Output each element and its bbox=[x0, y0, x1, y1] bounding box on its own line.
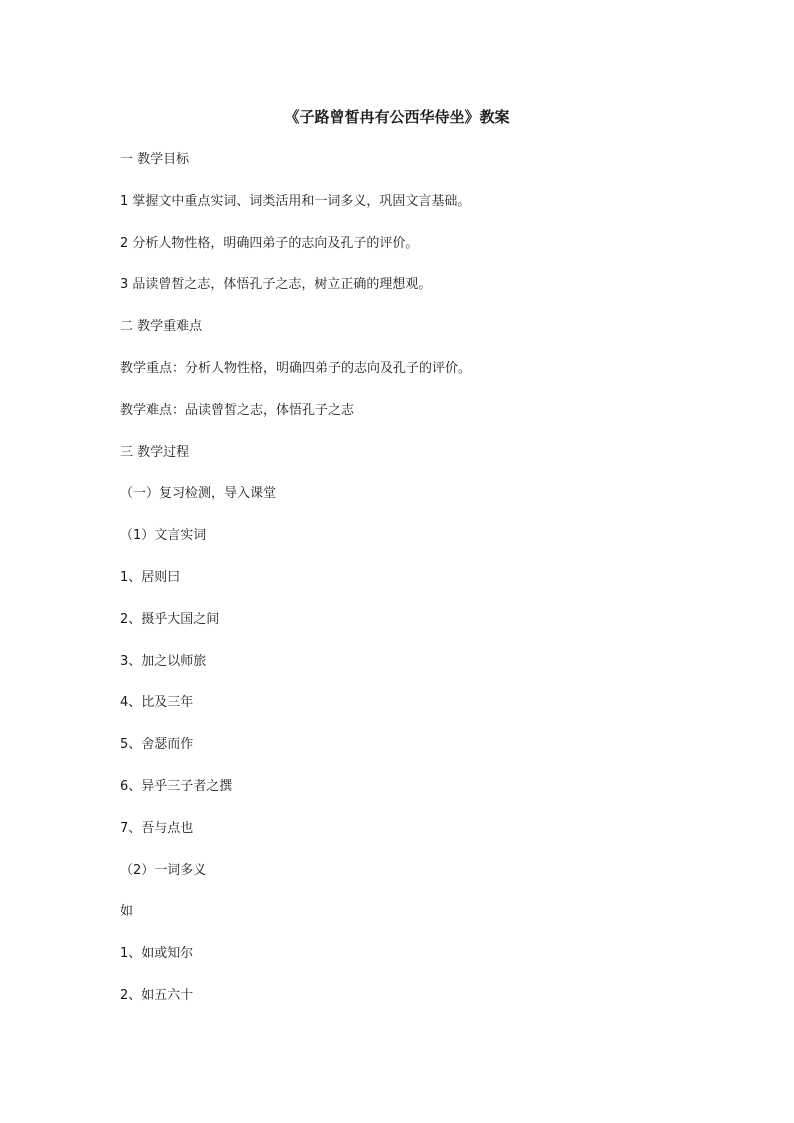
objective-item: 1 掌握文中重点实词、词类活用和一词多义，巩固文言基础。 bbox=[120, 193, 471, 209]
list-item: 6、异乎三子者之撰 bbox=[120, 778, 233, 794]
key-point-text: 教学重点：分析人物性格，明确四弟子的志向及孔子的评价。 bbox=[120, 360, 472, 376]
document-body bbox=[120, 150, 680, 1028]
difficult-point-text: 教学难点：品读曾皙之志，体悟孔子之志 bbox=[120, 402, 355, 418]
list-item: 2、摄乎大国之间 bbox=[120, 611, 220, 627]
list-item: 1、如或知尔 bbox=[120, 946, 194, 962]
subsection-heading: （一）复习检测，导入课堂 bbox=[120, 486, 277, 502]
list-item: 5、舍瑟而作 bbox=[120, 737, 194, 753]
list-item: 2、如五六十 bbox=[120, 987, 194, 1003]
subsection-heading: （2）一词多义 bbox=[120, 862, 207, 878]
list-item: 3、加之以师旅 bbox=[120, 653, 207, 669]
list-item: 7、吾与点也 bbox=[120, 820, 194, 836]
section-heading-process: 三 教学过程 bbox=[120, 444, 190, 460]
section-heading-objectives: 一 教学目标 bbox=[120, 152, 190, 167]
subsection-heading: （1）文言实词 bbox=[120, 528, 207, 544]
objective-item: 3 品读曾皙之志，体悟孔子之志，树立正确的理想观。 bbox=[120, 277, 432, 293]
list-item: 4、比及三年 bbox=[120, 695, 194, 711]
document-title: 《子路曾皙冉有公西华侍坐》教案 bbox=[284, 108, 510, 126]
section-heading-key-points: 二 教学重难点 bbox=[120, 319, 203, 335]
objective-item: 2 分析人物性格，明确四弟子的志向及孔子的评价。 bbox=[120, 235, 419, 251]
list-item: 1、居则曰 bbox=[120, 569, 181, 585]
word-heading: 如 bbox=[120, 904, 134, 920]
